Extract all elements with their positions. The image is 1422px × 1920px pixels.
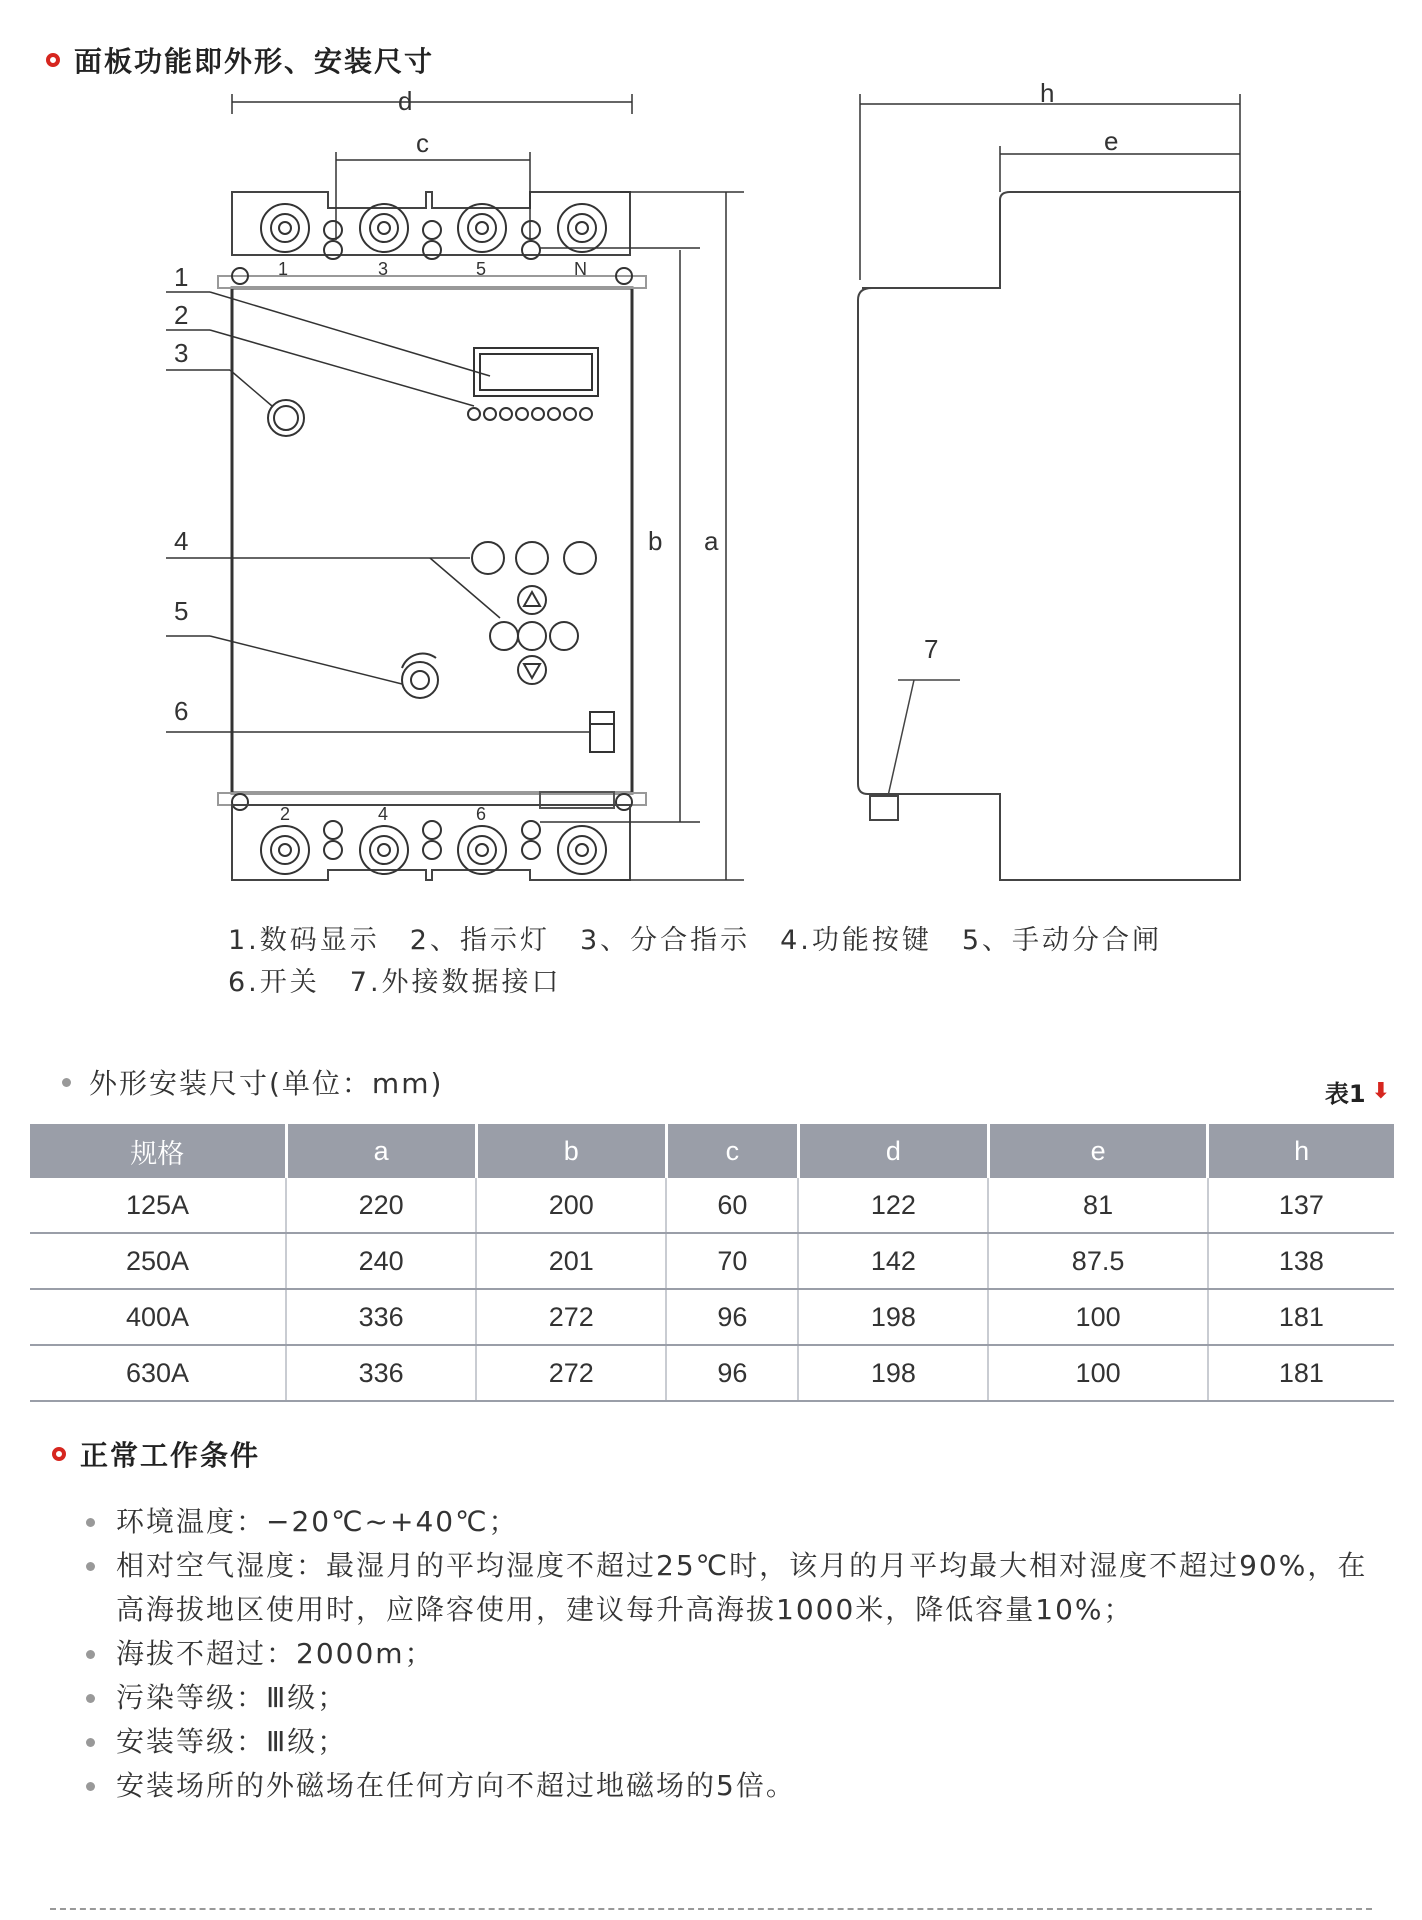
table-cell: 220 [286, 1178, 476, 1233]
table-cell: 198 [798, 1345, 988, 1401]
table-row [30, 1345, 1394, 1401]
legend-line-1: 1.数码显示 2、指示灯 3、分合指示 4.功能按键 5、手动分合闸 [228, 925, 1163, 956]
bullet-dot-icon [62, 1078, 71, 1087]
table-cell: 70 [666, 1233, 798, 1289]
terminal-label: N [574, 259, 587, 279]
dim-label-b: b [648, 526, 663, 556]
bullet-dot-icon [86, 1782, 95, 1791]
side-view [858, 192, 1240, 880]
terminal-label: 6 [476, 804, 487, 824]
bullet-dot-icon [86, 1562, 95, 1571]
column-header: h [1208, 1124, 1394, 1178]
table-cell: 200 [476, 1178, 666, 1233]
list-item [86, 1500, 1386, 1544]
indicator-lights [468, 408, 592, 420]
table-cell: 60 [666, 1178, 798, 1233]
table-subtitle [62, 1062, 443, 1102]
section-title-conditions [52, 1434, 260, 1474]
table-subtitle-text: 外形安装尺寸(单位：mm) [89, 1067, 444, 1100]
table-row [30, 1178, 1394, 1233]
list-item-text: 污染等级：Ⅲ级； [116, 1681, 348, 1714]
table-header-row [30, 1124, 1394, 1178]
table-cell: 198 [798, 1289, 988, 1345]
bullet-dot-icon [86, 1694, 95, 1703]
table-cell: 81 [988, 1178, 1207, 1233]
table-cell: 100 [988, 1289, 1207, 1345]
table-cell: 100 [988, 1345, 1207, 1401]
list-item [86, 1764, 1386, 1808]
section-title-text: 正常工作条件 [80, 1439, 261, 1472]
table-cell: 96 [666, 1289, 798, 1345]
section-title-panel [46, 40, 434, 80]
dimension-lines-side [860, 94, 1240, 280]
arrow-down-icon: ⬇ [1371, 1079, 1390, 1104]
dim-label-c: c [416, 128, 429, 158]
column-header: e [988, 1124, 1207, 1178]
callout-number: 3 [174, 338, 189, 368]
circle-bullet-icon [52, 1447, 66, 1461]
table-cell: 400A [30, 1289, 286, 1345]
list-item [86, 1676, 1386, 1720]
dim-label-a: a [704, 526, 719, 556]
table-cell: 250A [30, 1233, 286, 1289]
dashed-divider [50, 1908, 1372, 1910]
bullet-dot-icon [86, 1738, 95, 1747]
callout-number: 6 [174, 696, 189, 726]
dim-label-e: e [1104, 126, 1119, 156]
list-item [86, 1632, 1386, 1676]
table-cell: 96 [666, 1345, 798, 1401]
manual-knob [402, 662, 438, 698]
callout-number: 1 [174, 262, 189, 292]
table-cell: 272 [476, 1289, 666, 1345]
callout-lines [166, 292, 590, 732]
top-terminals [261, 204, 606, 259]
column-header: c [666, 1124, 798, 1178]
dimension-table [30, 1124, 1394, 1402]
table-cell: 240 [286, 1233, 476, 1289]
bullet-dot-icon [86, 1650, 95, 1659]
circle-bullet-icon [46, 53, 60, 67]
legend-line-2: 6.开关 7.外接数据接口 [228, 967, 562, 998]
table-cell: 142 [798, 1233, 988, 1289]
dim-label-h: h [1040, 80, 1055, 108]
callout-number: 4 [174, 526, 189, 556]
bullet-dot-icon [86, 1518, 95, 1527]
list-item [86, 1720, 1386, 1764]
dimension-lines-front [232, 94, 744, 880]
list-item-text: 相对空气湿度：最湿月的平均湿度不超过25℃时，该月的月平均最大相对湿度不超过90%，在高海拔地区使用时，应降容使用，建议每升高海拔1000米，降低容量10%； [116, 1549, 1368, 1626]
dimension-drawing [0, 80, 1422, 900]
terminal-label: 3 [378, 259, 389, 279]
column-header: d [798, 1124, 988, 1178]
table-cell: 336 [286, 1345, 476, 1401]
table-cell: 122 [798, 1178, 988, 1233]
callout-number: 2 [174, 300, 189, 330]
table-cell: 87.5 [988, 1233, 1207, 1289]
column-header: b [476, 1124, 666, 1178]
table-note-text: 表1 [1324, 1080, 1366, 1108]
list-item-text: 环境温度：−20℃~+40℃； [116, 1505, 519, 1538]
front-view [218, 192, 646, 880]
terminal-label: 4 [378, 804, 389, 824]
table-cell: 137 [1208, 1178, 1394, 1233]
terminal-label: 2 [280, 804, 291, 824]
table-note [1325, 1074, 1390, 1109]
table-cell: 181 [1208, 1345, 1394, 1401]
table-cell: 125A [30, 1178, 286, 1233]
table-cell: 336 [286, 1289, 476, 1345]
table-cell: 272 [476, 1345, 666, 1401]
terminal-label: 5 [476, 259, 487, 279]
switch [590, 712, 614, 752]
bottom-terminals [261, 821, 606, 874]
column-header: a [286, 1124, 476, 1178]
column-header: 规格 [30, 1124, 286, 1178]
table-cell: 138 [1208, 1233, 1394, 1289]
list-item [86, 1544, 1386, 1632]
terminal-label: 1 [278, 259, 289, 279]
dim-label-d: d [398, 86, 413, 116]
callout-number: 7 [924, 634, 939, 664]
digital-display [474, 348, 598, 396]
callout-number: 5 [174, 596, 189, 626]
table-row [30, 1289, 1394, 1345]
conditions-list [86, 1500, 1386, 1808]
table-cell: 181 [1208, 1289, 1394, 1345]
function-keys [472, 542, 596, 684]
table-cell: 201 [476, 1233, 666, 1289]
list-item-text: 安装等级：Ⅲ级； [116, 1725, 348, 1758]
table-row [30, 1233, 1394, 1289]
table-cell: 630A [30, 1345, 286, 1401]
list-item-text: 海拔不超过：2000m； [116, 1637, 435, 1670]
list-item-text: 安装场所的外磁场在任何方向不超过地磁场的5倍。 [116, 1769, 796, 1802]
section-title-text: 面板功能即外形、安装尺寸 [74, 45, 435, 78]
